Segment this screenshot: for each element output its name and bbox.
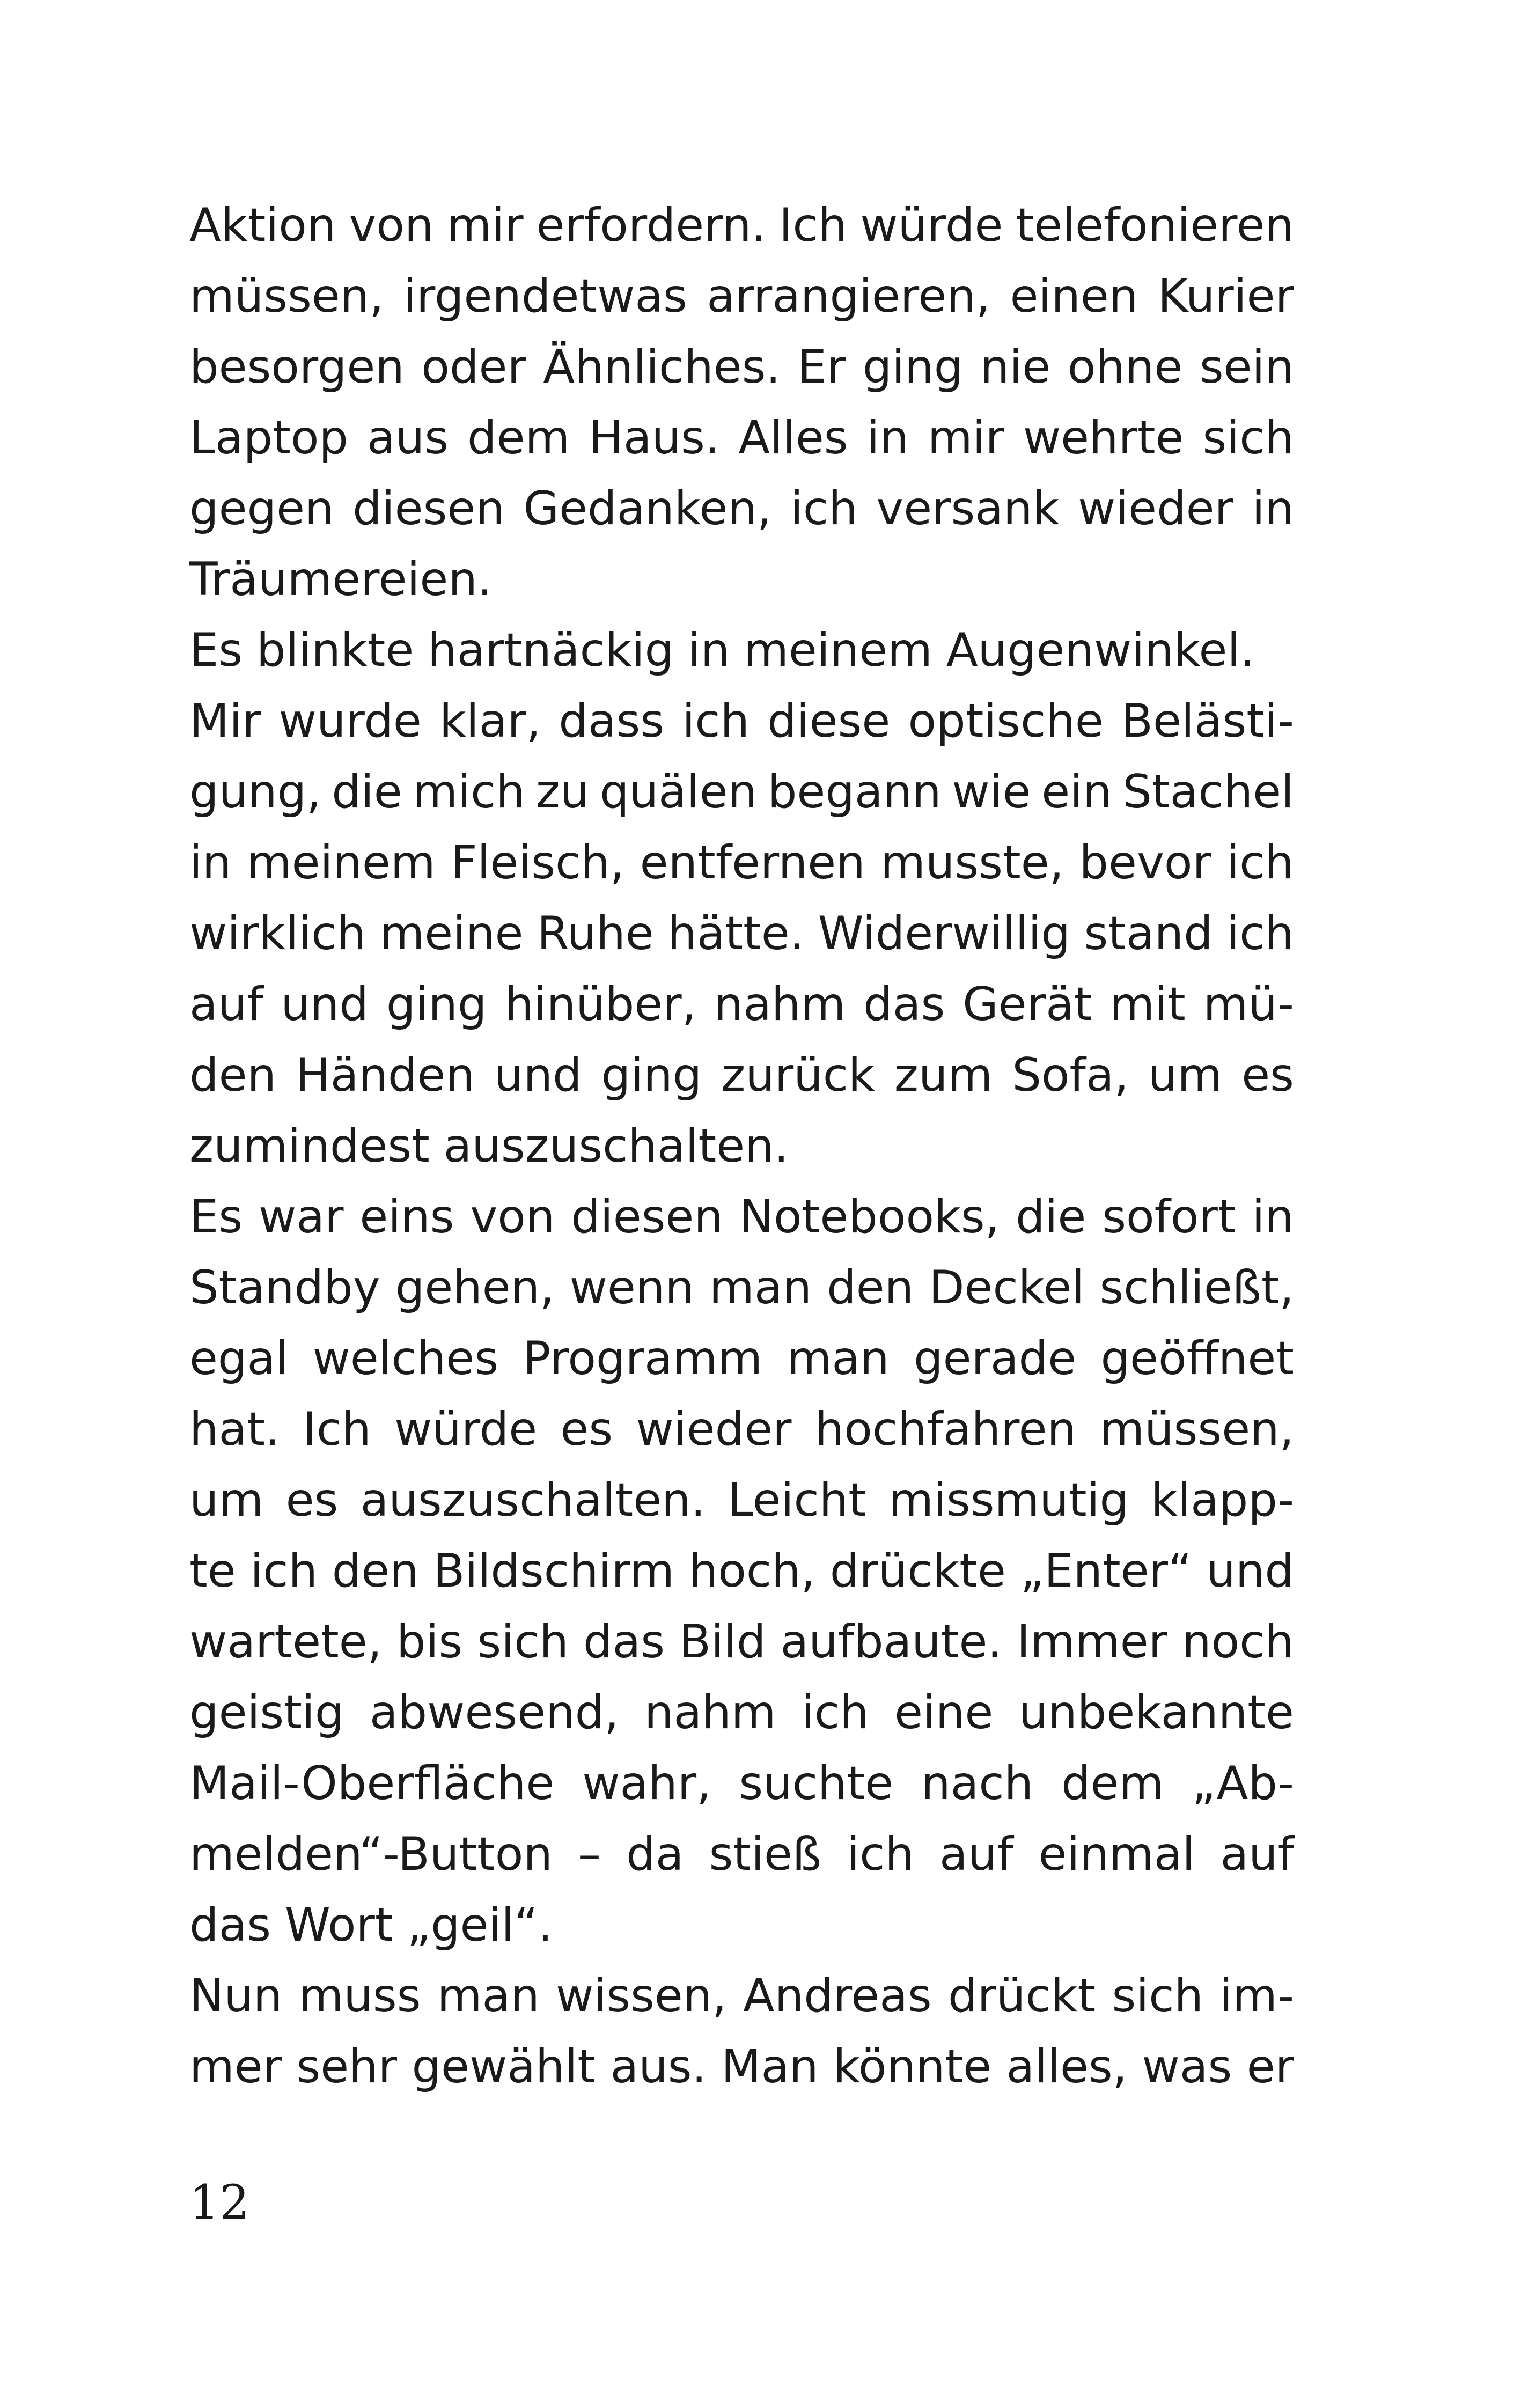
word: Man [721, 2040, 819, 2094]
word: ich [790, 482, 858, 535]
word: oder [421, 340, 526, 394]
word: wie [952, 765, 1031, 819]
word: ein [1041, 765, 1112, 819]
word: sich [1202, 411, 1294, 465]
text-line [189, 261, 1294, 332]
word: Fleisch, [451, 836, 625, 890]
word: hinüber, [504, 978, 696, 1031]
word: Stachel [1122, 765, 1294, 819]
word: dass [559, 694, 665, 748]
word: hat. [189, 1403, 280, 1456]
text-line [189, 332, 1294, 402]
text-line [189, 1748, 1294, 1819]
word: Haus. [589, 411, 720, 465]
word: das [863, 978, 945, 1031]
page-number: 12 [189, 2175, 249, 2230]
word: um [189, 1473, 264, 1527]
word: besorgen [189, 340, 405, 394]
word: telefonieren [1016, 199, 1294, 252]
word: klar, [439, 694, 541, 748]
word: klapp- [1151, 1473, 1294, 1527]
word: Alles [738, 411, 848, 465]
word: noch [1182, 1615, 1294, 1669]
word: bevor [1079, 836, 1211, 890]
word: wenn [569, 1261, 694, 1315]
word: musste, [880, 836, 1064, 890]
word: „Ab- [1192, 1757, 1294, 1810]
word: wirklich [189, 907, 366, 960]
word: melden“-Button [189, 1827, 553, 1881]
word: wissen, [556, 1969, 727, 2023]
word: das [189, 1898, 271, 1952]
word: Augenwinkel. [946, 623, 1255, 677]
text-line [189, 1677, 1294, 1748]
text-line [189, 1394, 1294, 1465]
word: Es [189, 1190, 243, 1244]
word: Andreas [743, 1969, 932, 2023]
word: Nun [189, 1969, 283, 2023]
word: nahm [714, 978, 846, 1031]
word: muss [298, 1969, 421, 2023]
word: Er [797, 340, 846, 394]
word: in [866, 411, 909, 465]
word: abwesend, [369, 1686, 619, 1739]
word: wehrte [1023, 411, 1184, 465]
word: ging [386, 978, 487, 1031]
word: ich [250, 1544, 318, 1598]
word: „Enter“ [1020, 1544, 1192, 1598]
word: egal [189, 1332, 289, 1385]
word: auszuschalten. [360, 1473, 706, 1527]
word: eins [359, 1190, 454, 1244]
word: Leicht [728, 1473, 866, 1527]
word: auf [189, 978, 263, 1031]
word: mü- [1203, 978, 1294, 1031]
word: irgendetwas [403, 269, 687, 323]
word: gegen [189, 482, 334, 535]
word: – [578, 1827, 601, 1881]
word: gung, [189, 765, 321, 819]
text-line [189, 1890, 1294, 1961]
word: zumindest [189, 1119, 430, 1173]
word: alles, [1006, 2040, 1128, 2094]
word: dem [1061, 1757, 1164, 1810]
word: würde [394, 1403, 538, 1456]
word: den [332, 1544, 419, 1598]
word: Ich [778, 199, 848, 252]
text-line [189, 1606, 1294, 1677]
word: quälen [600, 765, 758, 819]
word: sehr [296, 2040, 398, 2094]
word: diesen [352, 482, 505, 535]
word: ich [801, 1686, 869, 1739]
word: optische [908, 694, 1104, 748]
word: ich [1226, 836, 1294, 890]
word: gerade [914, 1332, 1077, 1385]
text-line [189, 190, 1294, 261]
word: Händen [296, 1048, 475, 1102]
word: Deckel [929, 1261, 1085, 1315]
word: ich [847, 1827, 914, 1881]
word: von [470, 1190, 555, 1244]
word: stand [1084, 907, 1213, 960]
word: man [787, 1332, 890, 1385]
word: einen [1010, 269, 1138, 323]
word: nahm [644, 1686, 776, 1739]
word: Notebooks, [739, 1190, 1000, 1244]
word: bis [396, 1615, 463, 1669]
text-line [189, 686, 1294, 757]
word: aus. [610, 2040, 707, 2094]
word: auf [1220, 1827, 1294, 1881]
word: hochfahren [814, 1403, 1077, 1456]
word: sich [1112, 1969, 1204, 2023]
word: Bildschirm [433, 1544, 675, 1598]
word: im- [1219, 1969, 1294, 2023]
word: mich [413, 765, 525, 819]
word: den [827, 1261, 914, 1315]
word: ich [1226, 907, 1294, 960]
word: Kurier [1157, 269, 1294, 323]
word: entfernen [640, 836, 865, 890]
word: eine [894, 1686, 994, 1739]
word: Es [189, 623, 243, 677]
word: suchte [739, 1757, 894, 1810]
word: blinkte [256, 623, 414, 677]
word: meine [379, 907, 524, 960]
word: wurde [278, 694, 422, 748]
word: Mail-Oberfläche [189, 1757, 555, 1810]
word: unbekannte [1018, 1686, 1294, 1739]
word: zu [535, 765, 590, 819]
word: nie [980, 340, 1051, 394]
word: missmutig [888, 1473, 1129, 1527]
word: mer [189, 2040, 282, 2094]
word: hätte. [667, 907, 805, 960]
word: mit [1109, 978, 1186, 1031]
word: mir [446, 199, 524, 252]
word: Bild [679, 1615, 766, 1669]
word: nach [921, 1757, 1034, 1810]
word: es [560, 1403, 613, 1456]
word: und [1206, 1544, 1294, 1598]
word: meinem [246, 836, 436, 890]
word: in [1252, 482, 1294, 535]
text-line [189, 757, 1294, 827]
word: die [332, 765, 402, 819]
word: zurück [721, 1048, 875, 1102]
word: gehen, [395, 1261, 555, 1315]
word: mir [927, 411, 1004, 465]
text-line [189, 827, 1294, 898]
word: er [1246, 2040, 1294, 2094]
word: erfordern. [536, 199, 766, 252]
word: könnte [833, 2040, 992, 2094]
word: schließt, [1099, 1261, 1294, 1315]
word: sich [477, 1615, 569, 1669]
word: Programm [523, 1332, 763, 1385]
word: welches [312, 1332, 499, 1385]
word: es [1241, 1048, 1294, 1102]
word: „geil“. [407, 1898, 553, 1952]
word: Mir [189, 694, 261, 748]
word: begann [767, 765, 942, 819]
text-line [189, 898, 1294, 969]
word: es [285, 1473, 339, 1527]
word: geöffnet [1100, 1332, 1294, 1385]
text-line [189, 2031, 1294, 2102]
word: und [281, 978, 369, 1031]
text-line [189, 1181, 1294, 1252]
word: den [189, 1048, 277, 1102]
word: drückte [829, 1544, 1006, 1598]
word: ging [601, 1048, 702, 1102]
word: Sofa, [1012, 1048, 1129, 1102]
word: diese [767, 694, 891, 748]
text-line [189, 1252, 1294, 1323]
text-line [189, 1040, 1294, 1111]
word: zum [894, 1048, 993, 1102]
word: sein [1199, 340, 1294, 394]
word: ging [862, 340, 964, 394]
word: aus [367, 411, 449, 465]
word: meinem [744, 623, 932, 677]
word: Immer [1016, 1615, 1168, 1669]
word: man [437, 1969, 540, 2023]
word: dem [467, 411, 570, 465]
word: in [687, 623, 730, 677]
text-line [189, 969, 1294, 1040]
word: die [1015, 1190, 1086, 1244]
word: würde [860, 199, 1003, 252]
word: wahr, [582, 1757, 711, 1810]
text-line [189, 1323, 1294, 1394]
body-text [189, 190, 1294, 2102]
word: war [259, 1190, 344, 1244]
word: Wort [284, 1898, 393, 1952]
word: wartete, [189, 1615, 382, 1669]
word: da [626, 1827, 684, 1881]
word: Gerät [962, 978, 1092, 1031]
word: das [583, 1615, 665, 1669]
word: müssen, [1099, 1403, 1294, 1456]
text-line [189, 473, 1294, 544]
word: man [709, 1261, 812, 1315]
word: Belästi- [1121, 694, 1294, 748]
word: einmal [1038, 1827, 1195, 1881]
text-line [189, 544, 1294, 615]
word: um [1148, 1048, 1223, 1102]
word: arrangieren, [707, 269, 991, 323]
word: wieder [1077, 482, 1233, 535]
word: müssen, [189, 269, 384, 323]
word: Ruhe [537, 907, 654, 960]
text-line [189, 402, 1294, 473]
text-line [189, 615, 1294, 686]
word: diesen [571, 1190, 723, 1244]
word: versank [876, 482, 1060, 535]
word: Aktion [189, 199, 336, 252]
word: und [494, 1048, 582, 1102]
word: von [349, 199, 434, 252]
word: auf [939, 1827, 1013, 1881]
word: geistig [189, 1686, 344, 1739]
text-line [189, 1819, 1294, 1890]
text-line [189, 1536, 1294, 1606]
word: sofort [1102, 1190, 1236, 1244]
word: Ähnliches. [543, 340, 781, 394]
word: aufbaute. [780, 1615, 1002, 1669]
word: was [1142, 2040, 1232, 2094]
word: Widerwillig [818, 907, 1070, 960]
word: te [189, 1544, 236, 1598]
word: drückt [947, 1969, 1096, 2023]
word: gewählt [412, 2040, 596, 2094]
text-line [189, 1111, 1294, 1181]
word: Standby [189, 1261, 380, 1315]
word: hartnäckig [428, 623, 674, 677]
word: Träumereien. [189, 553, 493, 606]
word: Ich [303, 1403, 371, 1456]
word: in [1252, 1190, 1294, 1244]
word: wieder [636, 1403, 792, 1456]
word: ohne [1067, 340, 1183, 394]
word: ich [682, 694, 750, 748]
word: Laptop [189, 411, 349, 465]
word: Gedanken, [523, 482, 772, 535]
word: hoch, [688, 1544, 816, 1598]
word: stieß [709, 1827, 822, 1881]
word: in [189, 836, 232, 890]
text-line [189, 1961, 1294, 2031]
text-line [189, 1465, 1294, 1536]
word: auszuschalten. [443, 1119, 789, 1173]
